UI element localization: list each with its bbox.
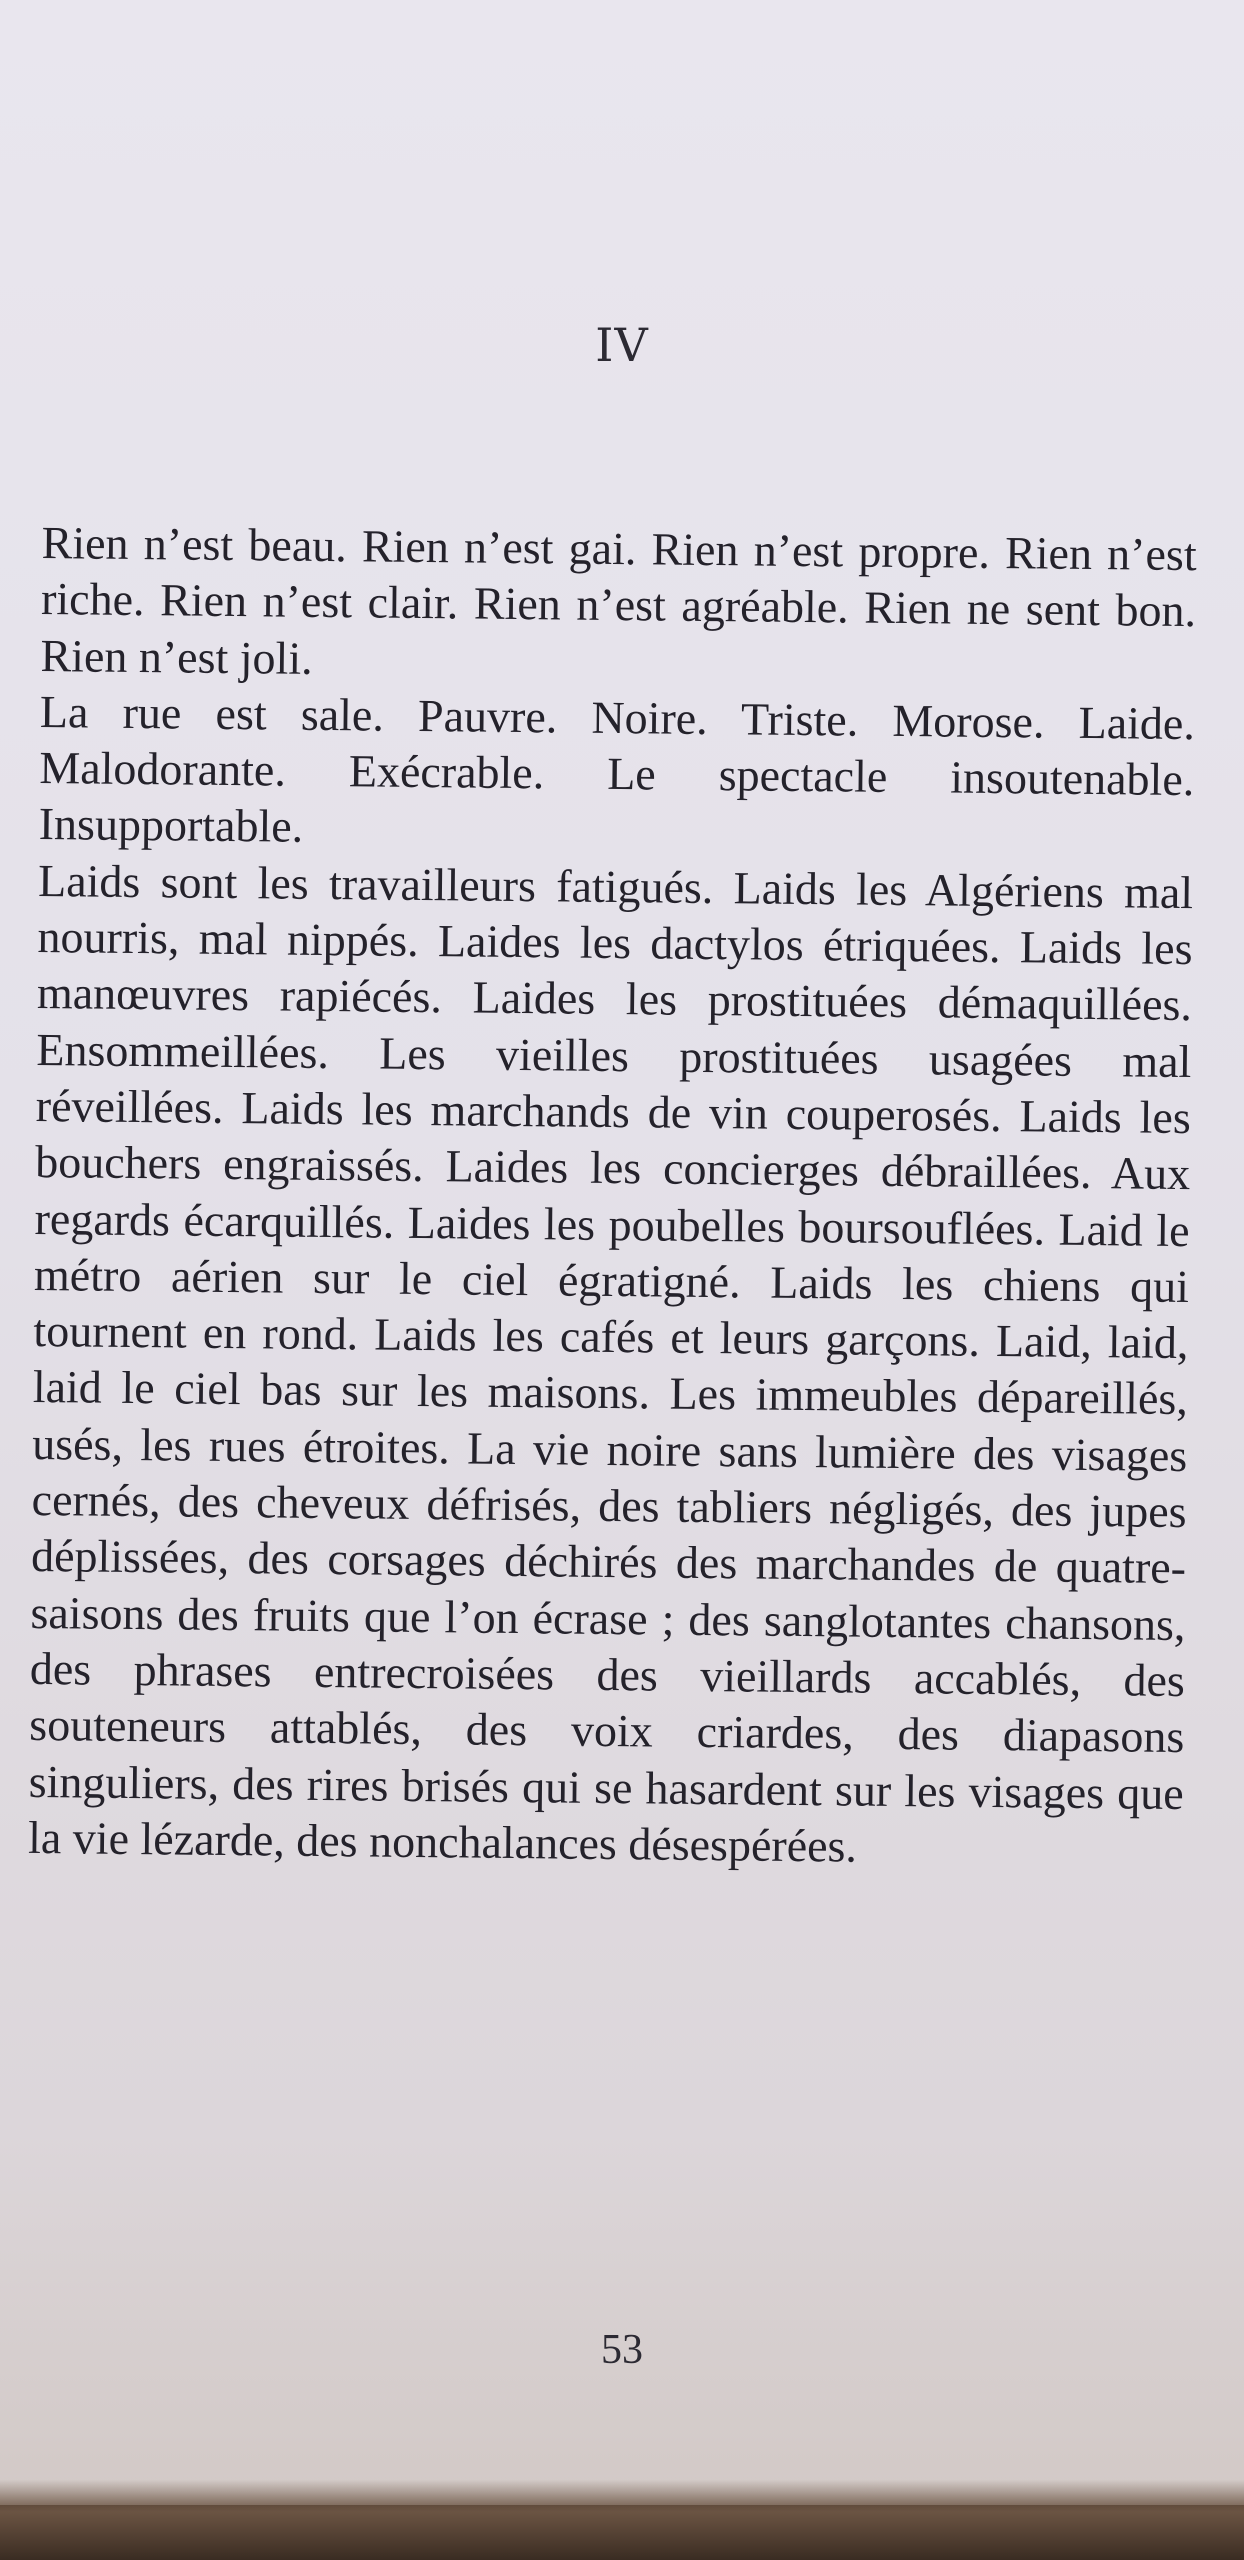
chapter-heading: IV (595, 318, 649, 372)
page-bottom-edge (0, 2480, 1244, 2560)
paragraph-3: Laids sont les travailleurs fatigués. Laids les Algériens mal nourris, mal nippés. Laides les dactylos étriquées. Laids les manœuvres rapiécés. Laides les prostituées démaquillées. Ensommeillées. Les vieilles prostituées usagées mal réveillées. Laids les marchands de vin couperosés. Laids les bouchers engraissés. Laides les concierges débraillées. Aux regards écarquillés. Laides les poubelles boursouflées. Laid le métro aérien sur le ciel égratigné. Laids les chiens qui tournent en rond. Laids les cafés et leurs garçons. Laid, laid, laid le ciel bas sur les maisons. Les immeubles dépareillés, usés, les rues étroites. La vie noire sans lumière des visages cernés, des cheveux défrisés, des tabliers négligés, des jupes déplissées, des corsages déchirés des marchandes de quatre-saisons des fruits que l’on écrase ; des sanglotantes chansons, des phrases entrecroisées des vieillards accablés, des souteneurs attablés, des voix criardes, des diapasons singuliers, des rires brisés qui se hasardent sur les visages que la vie lézarde, des nonchalances désespérées. (27, 854, 1194, 1872)
page-number: 53 (601, 2327, 643, 2373)
paragraph-2: La rue est sale. Pauvre. Noire. Triste. Morose. Laide. Malodorante. Exécrable. Le spectacle insoutenable. Insupportable. (38, 685, 1196, 853)
body-text (28, 515, 1197, 1878)
paragraph-1: Rien n’est beau. Rien n’est gai. Rien n’est propre. Rien n’est riche. Rien n’est clair. Rien n’est agréable. Rien ne sent bon. Rien n’est joli. (40, 516, 1197, 684)
